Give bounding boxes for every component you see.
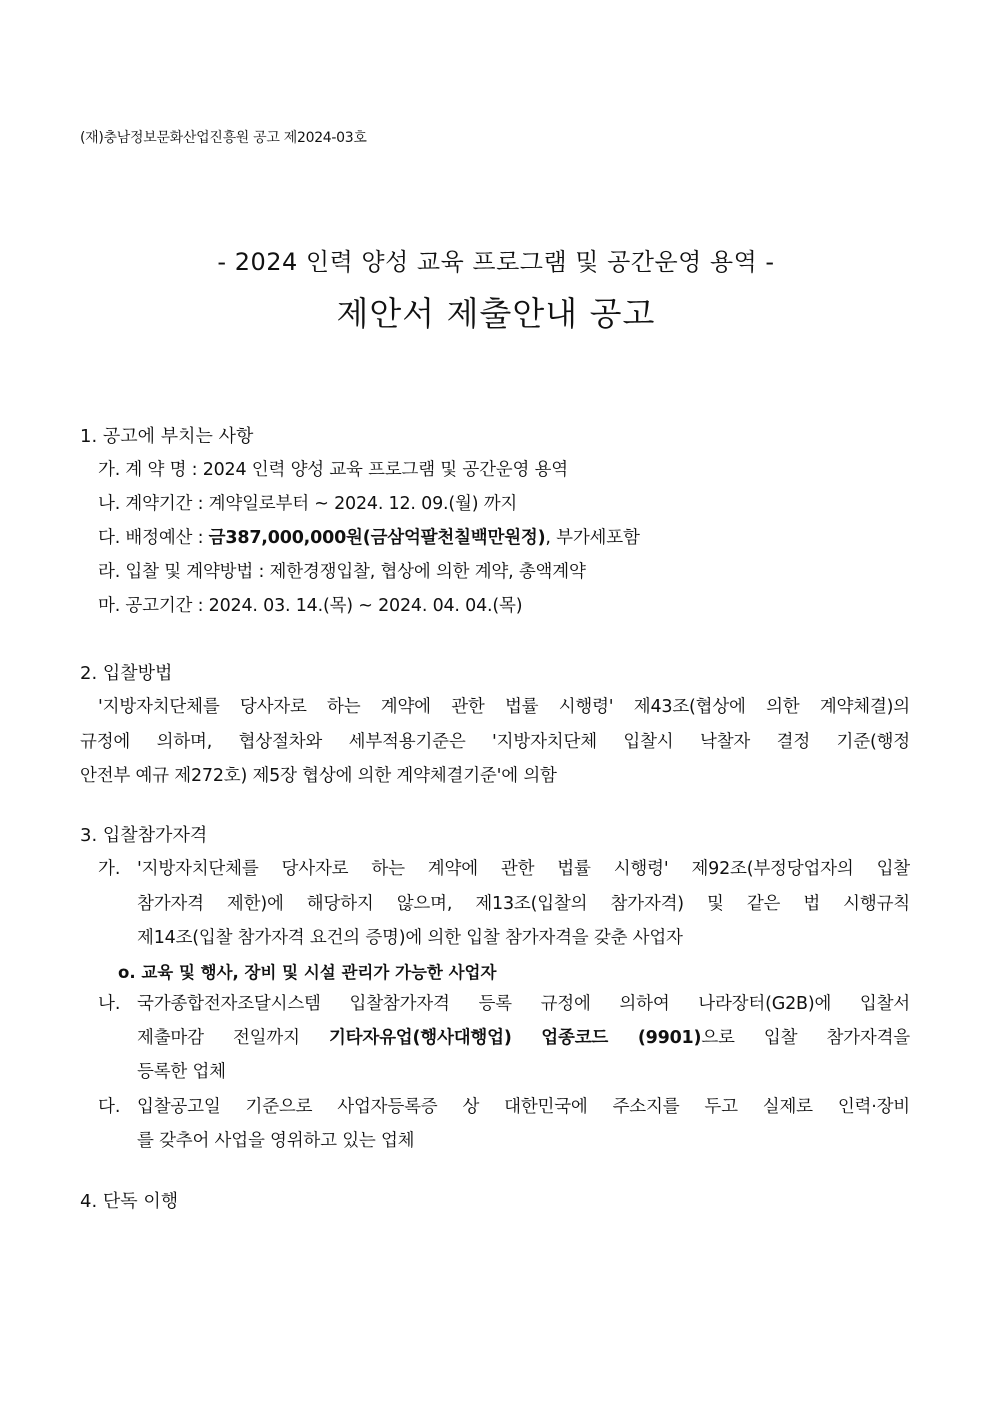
bidding-method-line: 라. 입찰 및 계약방법 : 제한경쟁입찰, 협상에 의한 계약, 총액계약 xyxy=(98,562,586,582)
industry-code: 기타자유업(행사대행업) 업종코드 (9901) xyxy=(328,1028,702,1048)
qualification-b-deadline: 제출마감 전일까지 xyxy=(137,1028,329,1048)
qualification-b-line-2 xyxy=(137,1024,910,1049)
bidding-method-text-3: 안전부 예규 제272호) 제5장 협상에 의한 계약체결기준'에 의함 xyxy=(80,766,557,786)
qualification-a-line-2: 참가자격 제한)에 해당하지 않으며, 제13조(입찰의 참가자격) 및 같은 법 시행규칙 xyxy=(137,894,910,914)
qualification-b-line-1: 국가종합전자조달시스템 입찰참가자격 등록 규정에 의하여 나라장터(G2B)에 입찰서 xyxy=(137,994,910,1014)
qualification-a-marker: 가. xyxy=(98,859,121,879)
qualification-c-line-2: 를 갖추어 사업을 영위하고 있는 업체 xyxy=(137,1131,415,1151)
document-subtitle: - 2024 인력 양성 교육 프로그램 및 공간운영 용역 - xyxy=(217,248,775,276)
qualification-c-line-1: 입찰공고일 기준으로 사업자등록증 상 대한민국에 주소지를 두고 실제로 인력·장비 xyxy=(137,1097,910,1117)
budget-amount: 금387,000,000원(금삼억팔천칠백만원정) xyxy=(208,528,546,548)
qualification-b-marker: 나. xyxy=(98,994,121,1014)
qualification-a-bullet: o. 교육 및 행사, 장비 및 시설 관리가 가능한 사업자 xyxy=(118,963,497,982)
budget-vat-note: , 부가세포함 xyxy=(545,528,640,548)
qualification-c-marker: 다. xyxy=(98,1097,121,1117)
document-title: 제안서 제출안내 공고 xyxy=(336,294,656,333)
section-3-heading: 3. 입찰참가자격 xyxy=(80,825,208,846)
announcement-number: (재)충남정보문화산업진흥원 공고 제2024-03호 xyxy=(80,130,367,146)
section-1-heading: 1. 공고에 부치는 사항 xyxy=(80,426,254,447)
bidding-method-text-1: '지방자치단체를 당사자로 하는 계약에 관한 법률 시행령' 제43조(협상에 의한 계약체결)의 xyxy=(98,697,910,717)
contract-name-line: 가. 계 약 명 : 2024 인력 양성 교육 프로그램 및 공간운영 용역 xyxy=(98,460,568,480)
qualification-b-line-3: 등록한 업체 xyxy=(137,1062,226,1082)
qualification-a-line-3: 제14조(입찰 참가자격 요건의 증명)에 의한 입찰 참가자격을 갖춘 사업자 xyxy=(137,928,683,948)
budget-line xyxy=(98,524,640,549)
bidding-method-text-2: 규정에 의하며, 협상절차와 세부적용기준은 '지방자치단체 입찰시 낙찰자 결정 기준(행정 xyxy=(80,732,910,752)
budget-label: 다. 배정예산 : xyxy=(98,528,209,548)
contract-period-line: 나. 계약기간 : 계약일로부터 ~ 2024. 12. 09.(월) 까지 xyxy=(98,494,518,514)
qualification-a-line-1: '지방자치단체를 당사자로 하는 계약에 관한 법률 시행령' 제92조(부정당업자의 입찰 xyxy=(137,859,910,879)
section-4-heading: 4. 단독 이행 xyxy=(80,1191,179,1212)
section-2-heading: 2. 입찰방법 xyxy=(80,663,173,684)
notice-period-line: 마. 공고기간 : 2024. 03. 14.(목) ~ 2024. 04. 04.(목) xyxy=(98,596,523,616)
qualification-b-registration: 으로 입찰 참가자격을 xyxy=(701,1028,910,1048)
